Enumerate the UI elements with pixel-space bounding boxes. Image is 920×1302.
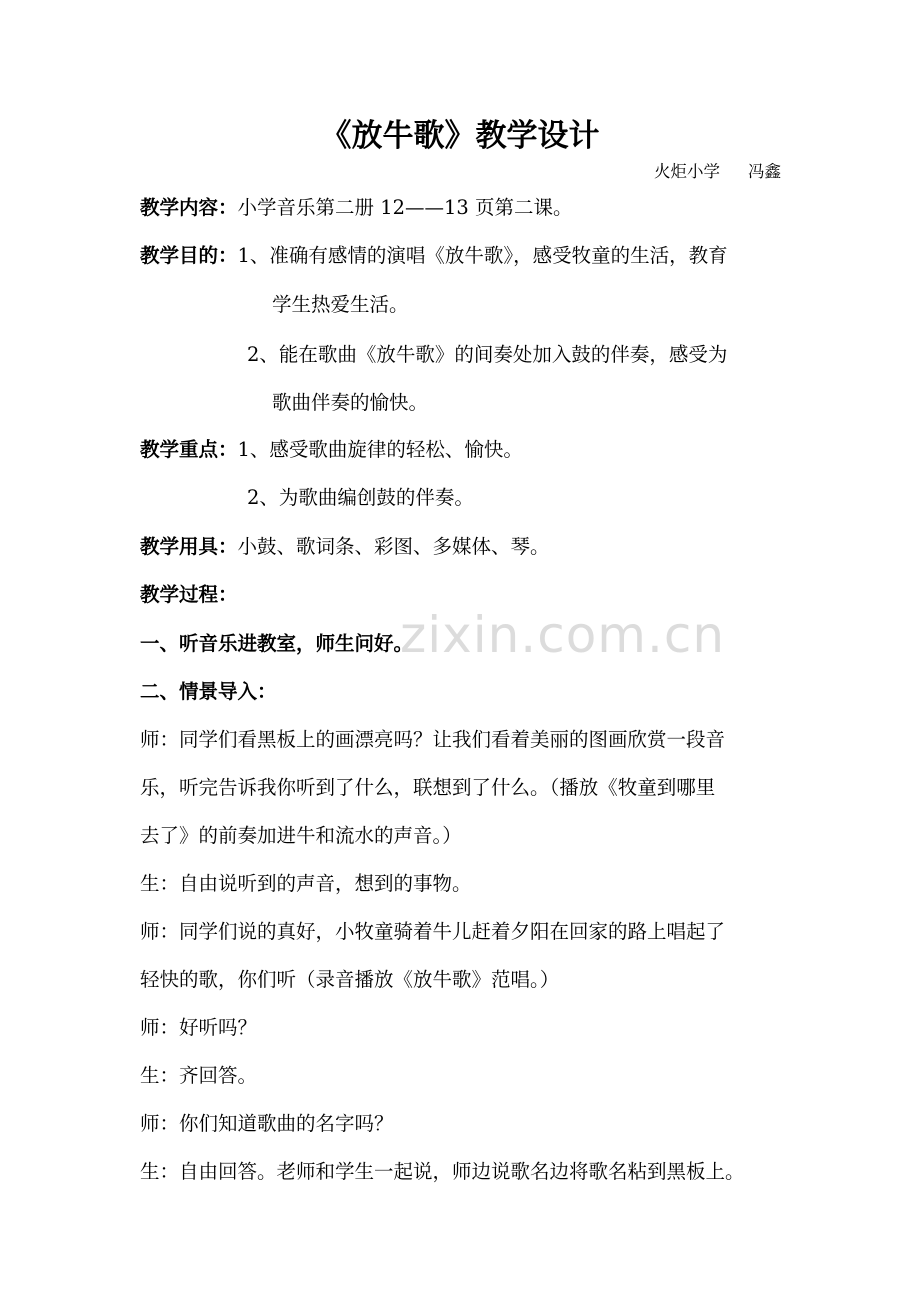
dialogue-line: 师：好听吗？ (140, 1016, 258, 1039)
dialogue-line: 师：同学们看黑板上的画漂亮吗？让我们看着美丽的图画欣赏一段音 (140, 728, 726, 751)
tools-text: 小鼓、歌词条、彩图、多媒体、琴。 (237, 535, 550, 558)
watermark: zixin.com.cn (400, 606, 726, 664)
author-line (654, 159, 781, 185)
tools-label: 教学用具： (140, 535, 238, 558)
content-line (140, 194, 573, 222)
goal-2-line-2: 歌曲伴奏的愉快。 (272, 391, 429, 414)
goal-1-line-1: 1、准确有感情的演唱《放牛歌》，感受牧童的生活，教育 (237, 244, 728, 267)
tools-line (140, 533, 550, 561)
dialogue-line: 师：你们知道歌曲的名字吗？ (140, 1112, 394, 1135)
goals-label: 教学目的： (140, 244, 238, 267)
dialogue-line: 生：齐回答。 (140, 1064, 258, 1087)
process-step-1: 一、听音乐进教室，师生问好。 (140, 632, 414, 655)
dialogue-line: 师：同学们说的真好，小牧童骑着牛儿赶着夕阳在回家的路上唱起了 (140, 920, 726, 943)
content-label: 教学内容： (140, 196, 238, 219)
goals-line-1 (140, 242, 728, 270)
dialogue-line: 乐，听完告诉我你听到了什么，联想到了什么。（播放《牧童到哪里 (140, 776, 716, 799)
goal-2-line-1: 2、能在歌曲《放牛歌》的间奏处加入鼓的伴奏，感受为 (247, 343, 728, 366)
key-point-2: 2、为歌曲编创鼓的伴奏。 (247, 486, 474, 509)
goal-1-line-2: 学生热爱生活。 (272, 293, 409, 316)
content-text: 小学音乐第二册 12——13 页第二课。 (237, 196, 573, 219)
key-point-1: 1、感受歌曲旋律的轻松、愉快。 (237, 438, 523, 461)
key-points-label: 教学重点： (140, 438, 238, 461)
dialogue-line: 轻快的歌，你们听（录音播放《放牛歌》范唱。） (140, 968, 560, 991)
dialogue-line: 生：自由回答。老师和学生一起说，师边说歌名边将歌名粘到黑板上。 (140, 1160, 745, 1183)
process-label: 教学过程： (140, 583, 238, 606)
process-step-2: 二、情景导入： (140, 680, 277, 703)
author-name: 冯鑫 (748, 162, 781, 181)
dialogue-line: 生：自由说听到的声音，想到的事物。 (140, 872, 472, 895)
dialogue-line: 去了》的前奏加进牛和流水的声音。） (140, 824, 462, 847)
document-title: 《放牛歌》教学设计 (320, 118, 600, 154)
key-points-line-1 (140, 436, 523, 464)
author-school: 火炬小学 (654, 162, 720, 181)
